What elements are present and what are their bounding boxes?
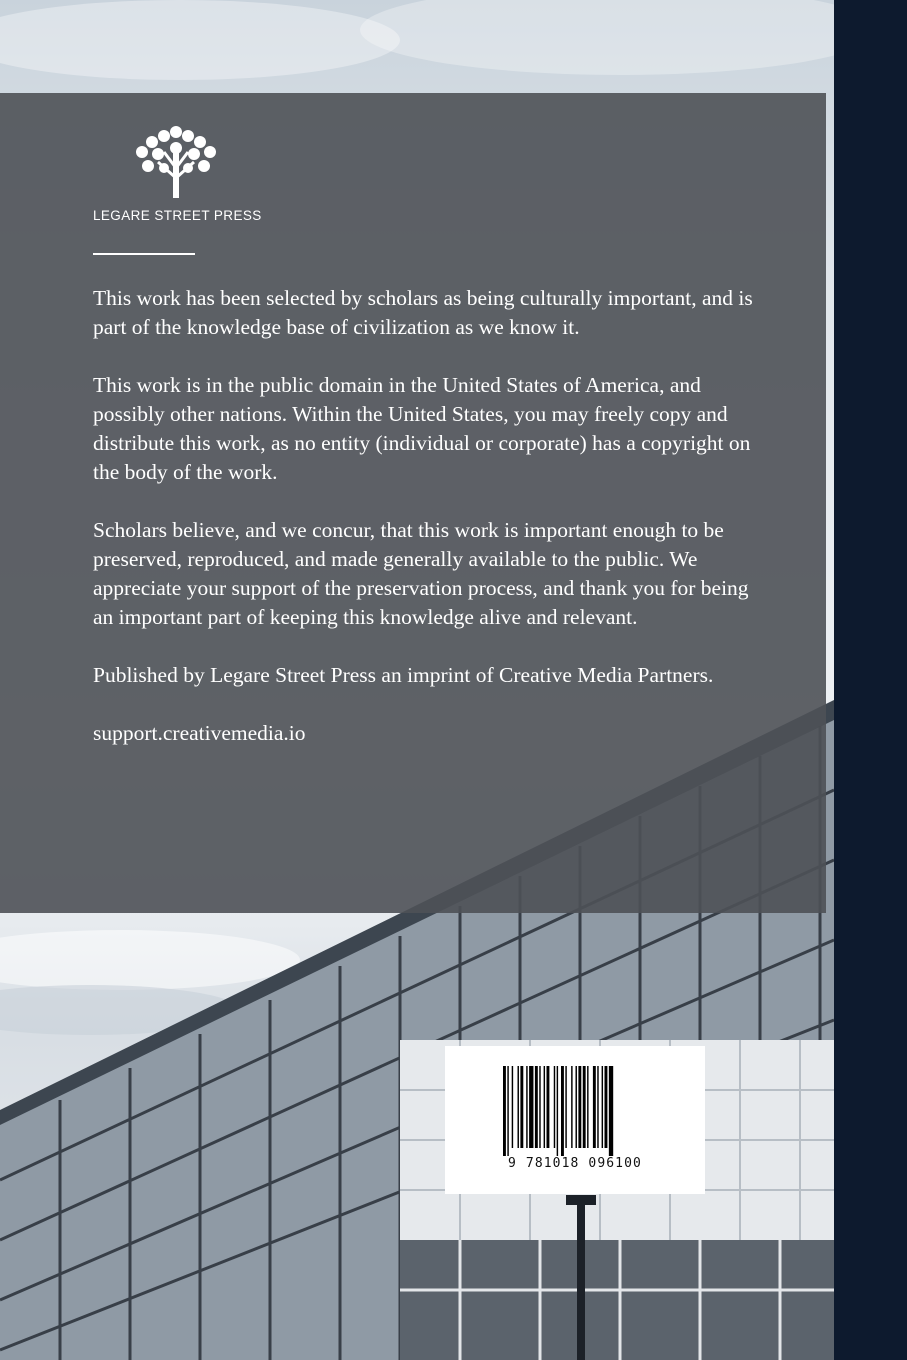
barcode-bar <box>512 1066 513 1148</box>
barcode-bar <box>526 1066 527 1148</box>
barcode-bar <box>520 1066 523 1148</box>
paragraph-selection: This work has been selected by scholars as being culturally important, and is part of the knowledge base of civilization as we know it. <box>93 286 753 339</box>
barcode-bar <box>587 1066 588 1148</box>
barcode-bar <box>507 1066 508 1156</box>
barcode-box <box>445 1046 705 1194</box>
barcode-bar <box>544 1066 545 1148</box>
barcode-bar <box>554 1066 555 1148</box>
barcode-bar <box>529 1066 533 1148</box>
barcode-bar <box>565 1066 566 1148</box>
spine-edge <box>834 0 907 1360</box>
barcode-bar <box>609 1066 613 1156</box>
barcode-bar <box>571 1066 572 1148</box>
isbn-number: 9 781018 096100 <box>508 1156 642 1171</box>
barcode-bar <box>597 1066 598 1148</box>
barcode-bar <box>535 1066 538 1148</box>
divider <box>93 253 195 255</box>
barcode-bar <box>557 1066 558 1156</box>
paragraph-preservation: Scholars believe, and we concur, that this work is important enough to be preserved, reproduced, and made generally available to the public. We appreciate your support of the preservation process, and thank you for being an important part of keeping this knowledge alive and relevant. <box>93 518 749 629</box>
barcode-bar <box>561 1066 564 1156</box>
imprint-name: LEGARE STREET PRESS <box>93 208 262 223</box>
barcode-bar <box>547 1066 550 1148</box>
barcode-bar <box>503 1066 506 1156</box>
barcode-bar <box>518 1066 519 1148</box>
barcode-bar <box>593 1066 596 1148</box>
paragraph-publisher: Published by Legare Street Press an imprint of Creative Media Partners. <box>93 663 714 687</box>
barcode-bar <box>602 1066 603 1148</box>
barcode <box>499 1062 659 1162</box>
support-link[interactable]: support.creativemedia.io <box>93 721 306 745</box>
barcode-bar <box>583 1066 586 1148</box>
tree-icon <box>130 122 222 198</box>
barcode-bar <box>539 1066 540 1148</box>
paragraph-public-domain: This work is in the public domain in the United States of America, and possibly other nations. Within the United States, you may freely copy and distribute this work, as no entity (individual or corporate) has a copyright on the body of the work. <box>93 373 751 484</box>
barcode-bar <box>576 1066 577 1148</box>
barcode-bar <box>578 1066 581 1148</box>
barcode-bar <box>605 1066 608 1148</box>
cover-copy <box>93 284 753 777</box>
